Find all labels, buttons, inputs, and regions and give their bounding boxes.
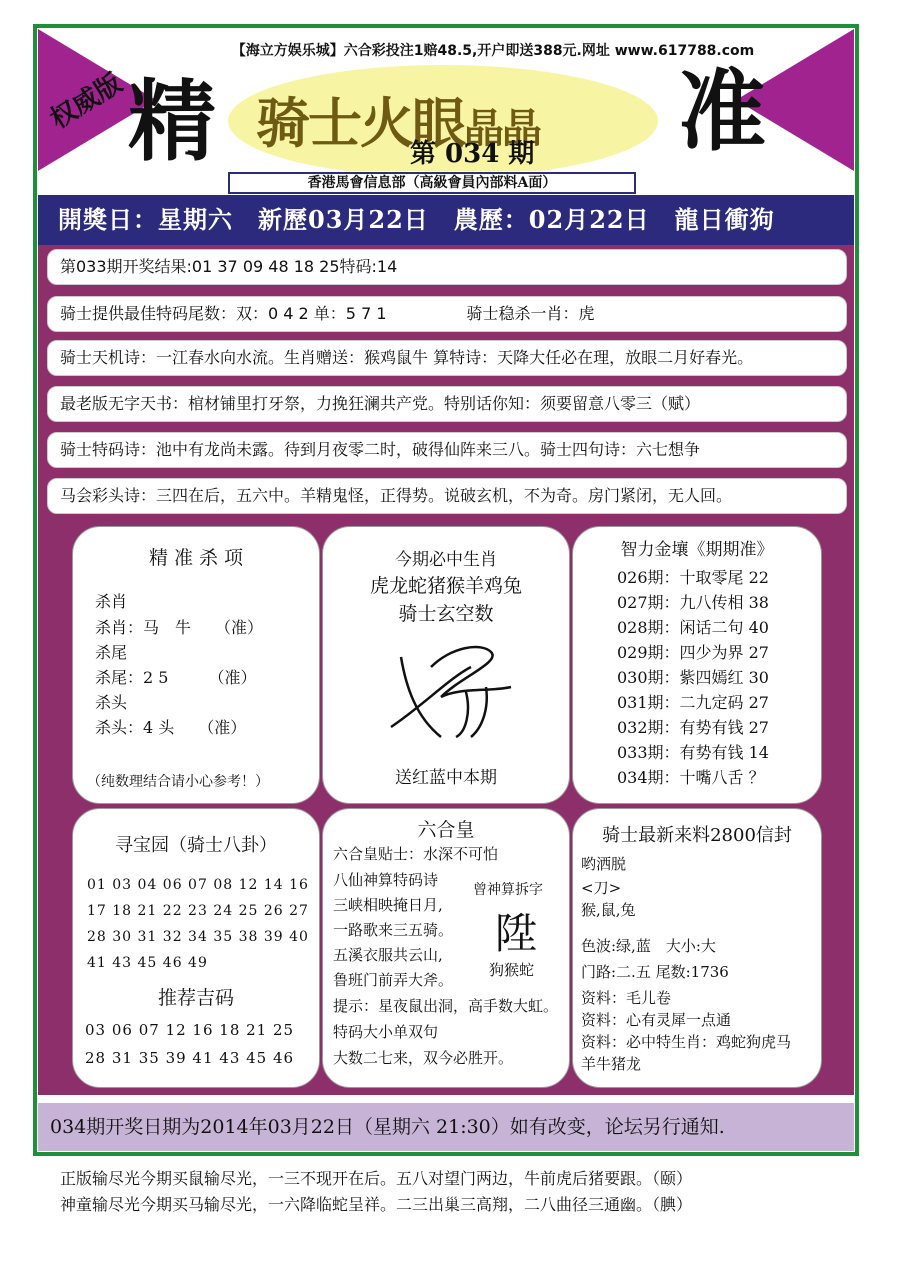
subtitle-bar: 香港馬會信息部（高級會員內部料A面） bbox=[228, 172, 636, 194]
letters-line: 羊牛猪龙 bbox=[581, 1055, 642, 1073]
history-item: 027期：九八传相 38 bbox=[617, 593, 769, 612]
recommend-row: 03 06 07 12 16 18 21 25 bbox=[85, 1021, 295, 1039]
code-poem-row: 骑士特码诗：池中有龙尚未露。待到月夜零二时，破得仙阵来三八。骑士四句诗：六七想争 bbox=[47, 432, 847, 468]
letters-card-title: 骑士最新来料2800信封 bbox=[602, 825, 792, 846]
issue-number: 第 034 期 bbox=[410, 139, 535, 169]
kill-card-title: 精 准 杀 项 bbox=[148, 547, 244, 569]
history-item: 031期：二九定码 27 bbox=[617, 693, 769, 712]
recommend-row: 28 31 35 39 41 43 45 46 bbox=[85, 1049, 295, 1067]
history-item: 034期：十嘴八舌 ？ bbox=[617, 768, 765, 787]
lhh-line: 八仙神算特码诗 bbox=[333, 871, 439, 889]
zodiac-line-3: 骑士玄空数 bbox=[398, 603, 494, 625]
letters-line: 猴,鼠,兔 bbox=[581, 901, 636, 919]
treasure-card-title: 寻宝园（骑士八卦） bbox=[115, 835, 277, 856]
lhh-line: 五溪衣服共云山, bbox=[333, 946, 443, 964]
history-card-title: 智力金壤《期期准》 bbox=[620, 540, 774, 560]
kill-line: 杀头：4 头 （准） bbox=[95, 718, 247, 737]
lhh-line: 提示：星夜鼠出洞，高手数大虹。 bbox=[333, 997, 559, 1015]
history-item: 029期：四少为界 27 bbox=[617, 643, 769, 662]
letters-line: <刀> bbox=[581, 879, 622, 897]
history-card bbox=[572, 526, 822, 804]
draw-date-band: 開獎日：星期六 新歷03月22日 農歷：02月22日 龍日衝狗 bbox=[38, 195, 854, 245]
history-item: 032期：有势有钱 27 bbox=[617, 718, 769, 737]
lhh-line: 大数二七来，双今必胜开。 bbox=[333, 1049, 514, 1067]
zodiac-line-1: 今期必中生肖 bbox=[395, 550, 497, 570]
edition-label: 权威版 bbox=[45, 68, 128, 136]
letters-line: 门路:二.五 尾数:1736 bbox=[581, 963, 729, 981]
kill-line: 杀尾 bbox=[95, 643, 128, 662]
draw-notice-band: 034期开奖日期为2014年03月22日（星期六 21:30）如有改变，论坛另行通知. bbox=[38, 1103, 854, 1151]
zodiac-footer: 送红蓝中本期 bbox=[395, 768, 497, 788]
lhh-line: 鲁班门前弄大斧。 bbox=[333, 971, 454, 989]
split-char-title: 曾神算拆字 bbox=[473, 882, 543, 898]
liuhehuang-title: 六合皇 bbox=[417, 819, 475, 841]
history-item: 028期：闲话二句 40 bbox=[617, 618, 769, 637]
kill-card-note: （纯数理结合请小心参考！） bbox=[87, 774, 269, 790]
lhh-line: 三峡相映掩日月, bbox=[333, 896, 443, 914]
big-char-right: 准 bbox=[678, 59, 767, 163]
treasure-card bbox=[72, 808, 320, 1088]
treasure-number-row: 41 43 45 46 49 bbox=[87, 955, 208, 971]
kill-card bbox=[72, 526, 320, 804]
treasure-number-row: 01 03 04 06 07 08 12 14 16 bbox=[87, 877, 309, 893]
lhh-line: 一路歌来三五骑。 bbox=[333, 921, 454, 939]
lucky-poem-row: 马会彩头诗：三四在后，五六中。羊精鬼怪，正得势。说破玄机，不为奇。房门紧闭，无人回。 bbox=[47, 478, 847, 514]
letters-line: 色波:绿,蓝 大小:大 bbox=[581, 937, 716, 955]
zodiac-line-2: 虎龙蛇猪猴羊鸡兔 bbox=[369, 575, 522, 597]
letters-line: 资料：毛儿卷 bbox=[581, 989, 672, 1007]
letters-line: 资料：必中特生肖：鸡蛇狗虎马 bbox=[581, 1033, 792, 1051]
signature-scribble bbox=[371, 637, 531, 747]
book-row: 最老版无字天书：棺材铺里打牙祭，力挽狂澜共产党。特别话你知：须要留意八零三（赋） bbox=[47, 386, 847, 422]
header bbox=[38, 29, 854, 171]
logo-main: 骑士火眼 bbox=[256, 91, 464, 155]
poem-row: 骑士天机诗：一江春水向水流。生肖赠送：猴鸡鼠牛 算特诗：天降大任必在理，放眼二月好春光。 bbox=[47, 340, 847, 376]
lhh-line: 特码大小单双句 bbox=[333, 1023, 439, 1041]
liuhehuang-card bbox=[322, 808, 570, 1088]
result-row: 第033期开奖结果:01 37 09 48 18 25特码:14 bbox=[47, 249, 847, 285]
letters-card bbox=[572, 808, 822, 1088]
treasure-number-row: 17 18 21 22 23 24 25 26 27 bbox=[87, 903, 309, 919]
letters-line: 资料：心有灵犀一点通 bbox=[581, 1011, 732, 1029]
kill-line: 杀头 bbox=[95, 693, 128, 712]
ad-banner[interactable]: 【海立方娱乐城】六合彩投注1赔48.5,开户即送388元.网址 www.617788.com bbox=[231, 43, 755, 59]
split-char-answer: 狗猴蛇 bbox=[489, 961, 535, 979]
kill-line: 杀尾：2 5 （准） bbox=[95, 668, 257, 687]
history-item: 026期：十取零尾 22 bbox=[617, 568, 769, 587]
recommend-title: 推荐吉码 bbox=[157, 987, 234, 1009]
lhh-line: 六合皇贴士：水深不可怕 bbox=[333, 845, 499, 863]
tail-number-row: 骑士提供最佳特码尾数：双：0 4 2 单：5 7 1 骑士稳杀一肖：虎 bbox=[47, 296, 847, 332]
history-item: 030期：紫四嫣红 30 bbox=[617, 668, 769, 687]
logo-small: 晶晶 bbox=[464, 105, 540, 152]
letters-line: 哟洒脱 bbox=[581, 855, 627, 873]
zodiac-card bbox=[322, 526, 570, 804]
kill-line: 杀肖：马 牛 （准） bbox=[95, 618, 264, 637]
kill-line: 杀肖 bbox=[95, 592, 128, 611]
history-item: 033期：有势有钱 14 bbox=[617, 743, 769, 762]
split-char: 陞 bbox=[495, 909, 538, 958]
big-char-left: 精 bbox=[128, 69, 217, 171]
footer-line: 神童输尽光今期买马输尽光，一六降临蛇呈祥。二三出巢三高翔，二八曲径三通幽。（腆） bbox=[60, 1195, 693, 1214]
treasure-number-row: 28 30 31 32 34 35 38 39 40 bbox=[87, 929, 309, 945]
footer-line: 正版输尽光今期买鼠输尽光，一三不现开在后。五八对望门两边，牛前虎后猪要跟。（颐） bbox=[60, 1169, 693, 1188]
